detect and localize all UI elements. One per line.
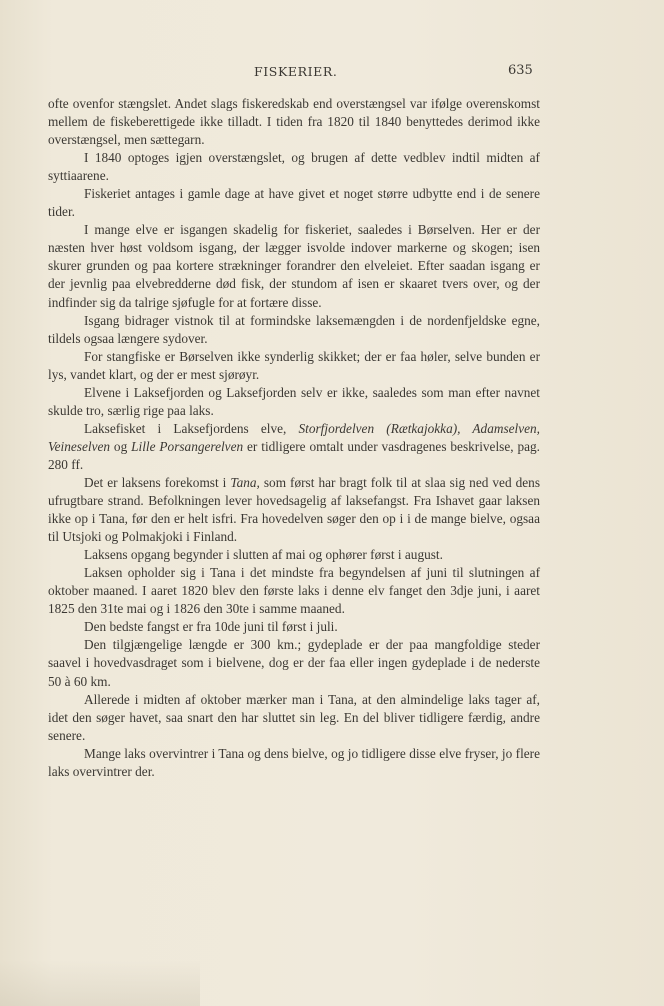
paragraph	[48, 420, 540, 474]
paragraph-text: Allerede i midten af oktober mærker man i Tana, at den almindelige laks tager af, idet den søger havet, saa snart den har sluttet sin leg. En del bliver tidligere færdig, andre senere.	[48, 691, 540, 743]
paragraph	[48, 691, 540, 745]
paragraph-text: For stangfiske er Børselven ikke synderlig skikket; der er faa høler, selve bunden er lys, vandet klart, og der er mest sjørøyr.	[48, 348, 540, 382]
paragraph	[48, 149, 540, 185]
paragraph-text: ofte ovenfor stængslet. Andet slags fiskeredskab end overstængsel var ifølge overenskomst mellem de fiskeberettigede ikke tilladt. I tiden fra 1820 til 1840 benyttedes derimod ikke overstængsel, men sættegarn.	[48, 96, 540, 148]
paragraph-text: I mange elve er isgangen skadelig for fiskeriet, saaledes i Børselven. Her er der næsten hver høst voldsom isgang, der lægger isvolde indover markerne og skogen; isen skurer grunden og paa kortere strækninger forandrer den elveleiet. Efter saadan isgang er der jevnlig paa elvebredderne død fisk, der stundom af isen er skaaret tvers over, og der indfinder sig da talrige sjøfugle for at fortære disse.	[48, 222, 540, 310]
paragraph	[48, 384, 540, 420]
paragraph	[48, 95, 540, 149]
paragraph-text: som først har bragt folk til at slaa sig ned ved dens ufrugtbare strand. Befolkningen lever hovedsagelig af laksefangst. Fra Ishavet gaar laksen ikke op i Tana, før den er helt isfri. Fra hovedelven søger den op i i de mange bielve, ogsaa til Utsjoki og Polmakjoki i Finland.	[48, 474, 540, 545]
paragraph-text: er tidligere omtalt under vasdragenes beskrivelse, pag. 280 ff.	[48, 438, 540, 472]
page-number: 635	[508, 63, 533, 78]
paragraph-text: Laksefisket i Laksefjordens elve,	[84, 420, 299, 436]
paragraph	[48, 546, 540, 564]
paragraph-text: og	[110, 438, 132, 454]
body-text	[48, 95, 540, 781]
paragraph	[48, 348, 540, 384]
paragraph-text: Laksens opgang begynder i slutten af mai og ophører først i august.	[84, 547, 443, 563]
italic-text: Lille Porsangerelven	[131, 438, 244, 454]
paragraph	[48, 745, 540, 781]
paragraph-text: I 1840 optoges igjen overstængslet, og brugen af dette vedblev indtil midten af syttiaarene.	[48, 150, 540, 184]
paragraph-text: Elvene i Laksefjorden og Laksefjorden selv er ikke, saaledes som man efter navnet skulde tro, særlig rige paa laks.	[48, 384, 540, 418]
paragraph-text: Isgang bidrager vistnok til at formindske laksemængden i de nordenfjeldske egne, tildels ogsaa længere sydover.	[48, 312, 540, 346]
paragraph	[48, 618, 540, 636]
paragraph	[48, 564, 540, 618]
paragraph-text: Laksen opholder sig i Tana i det mindste fra begyndelsen af juni til slutningen af oktober maaned. I aaret 1820 blev den første laks i denne elv fanget den 3dje juni, i aaret 1825 den 31te mai og i 1826 den 30te i samme maaned.	[48, 565, 540, 617]
paragraph-text: Den tilgjængelige længde er 300 km.; gydeplade er der paa mangfoldige steder saavel i hovedvasdraget som i bielvene, dog er der faa eller ingen gydeplade i de nederste 50 à 60 km.	[48, 637, 540, 689]
paragraph	[48, 312, 540, 348]
running-header: FISKERIER.	[254, 64, 338, 79]
paragraph-text: Det er laksens forekomst i	[84, 474, 231, 490]
paragraph	[48, 636, 540, 690]
paragraph	[48, 185, 540, 221]
paragraph-text: Den bedste fangst er fra 10de juni til først i juli.	[84, 619, 338, 635]
italic-text: Tana,	[230, 474, 260, 490]
paragraph	[48, 474, 540, 546]
paragraph-text: Fiskeriet antages i gamle dage at have givet et noget større udbytte end i de senere tider.	[48, 186, 540, 220]
italic-text: Storfjordelven (Rætkajokka), Adamselven, Veineselven	[48, 420, 540, 454]
page-edge-shading	[0, 960, 200, 1006]
paragraph-text: Mange laks overvintrer i Tana og dens bielve, og jo tidligere disse elve fryser, jo flere laks overvintrer der.	[48, 745, 540, 779]
paragraph	[48, 221, 540, 311]
